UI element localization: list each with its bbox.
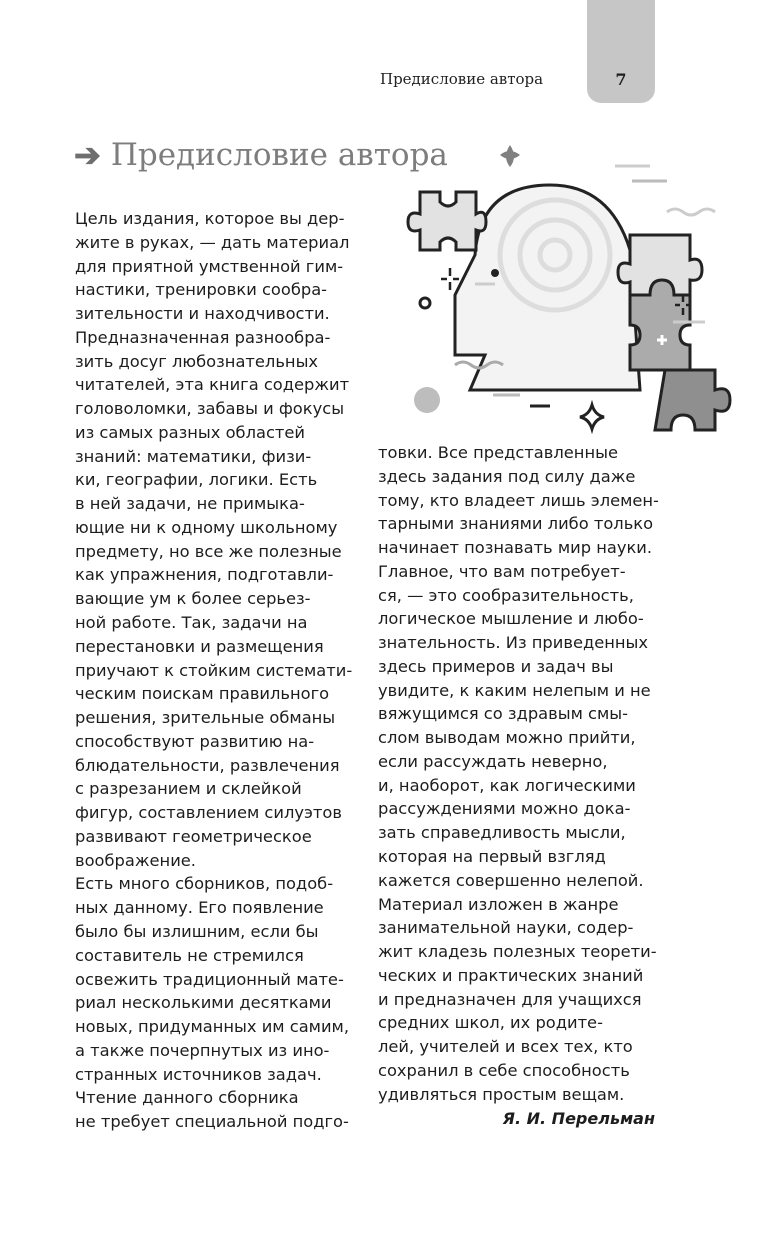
text-line: блюдательности, развлечения: [75, 755, 340, 775]
text-line: ки, географии, логики. Есть: [75, 470, 318, 490]
text-line: развивают геометрическое: [75, 826, 312, 846]
text-line: как упражнения, подготавли-: [75, 565, 334, 585]
text-line: жит кладезь полезных теорети-: [378, 942, 657, 962]
text-line: ющие ни к одному школьному: [75, 517, 338, 537]
text-line: жите в руках, — дать материал: [75, 232, 350, 252]
text-line: товки. Все представленные: [378, 443, 618, 462]
text-line: зать справедливость мысли,: [378, 823, 626, 843]
text-line: Предназначенная разнообра-: [75, 327, 331, 347]
text-line: головоломки, забавы и фокусы: [75, 399, 345, 419]
chapter-title: Предисловие автора: [110, 137, 448, 173]
text-line: тарными знаниями либо только: [378, 514, 654, 534]
text-line: занимательной науки, содер-: [378, 918, 634, 938]
text-line: если рассуждать неверно,: [378, 751, 608, 771]
text-line: было бы излишним, если бы: [75, 921, 319, 941]
text-line: способствуют развитию на-: [75, 731, 315, 751]
arrow-right-icon: ➔: [74, 136, 101, 174]
text-line: странных источников задач.: [75, 1064, 322, 1084]
text-line: фигур, составлением силуэтов: [75, 803, 342, 823]
text-line: Цель издания, которое вы дер-: [75, 209, 345, 228]
text-line: средних школ, их родите-: [378, 1013, 603, 1033]
page-number: 7: [615, 70, 627, 89]
text-line: ных данному. Его появление: [75, 898, 324, 918]
text-line: для приятной умственной гим-: [75, 256, 344, 276]
text-line: тому, кто владеет лишь элемен-: [378, 490, 659, 510]
text-line: риал несколькими десятками: [75, 993, 332, 1013]
text-line: с разрезанием и склейкой: [75, 779, 302, 799]
text-line: зить досуг любознательных: [75, 351, 319, 371]
author-signature: Я. И. Перельман: [502, 1109, 655, 1128]
text-line: вающие ум к более серьез-: [75, 589, 311, 609]
text-line: составитель не стремился: [75, 945, 304, 965]
text-line: слом выводам можно прийти,: [378, 728, 636, 748]
text-line: увидите, к каким нелепым и не: [378, 680, 651, 700]
text-line: ной работе. Так, задачи на: [75, 613, 308, 633]
text-line: вяжущимся со здравым смы-: [378, 704, 628, 724]
text-line: удивляться простым вещам.: [378, 1084, 625, 1104]
text-line: новых, придуманных им самим,: [75, 1017, 349, 1037]
text-line: здесь задания под силу даже: [378, 466, 636, 486]
text-line: Главное, что вам потребует-: [378, 561, 626, 581]
text-line: в ней задачи, не примыка-: [75, 494, 305, 514]
text-line: Материал изложен в жанре: [378, 894, 619, 914]
text-line: ческих и практических знаний: [378, 965, 644, 985]
text-line: предмету, но все же полезные: [75, 541, 342, 561]
text-line: начинает познавать мир науки.: [378, 538, 653, 558]
text-line: здесь примеров и задач вы: [378, 656, 614, 676]
text-line: кажется совершенно нелепой.: [378, 870, 644, 890]
text-line: ся, — это сообразительность,: [378, 585, 634, 605]
text-line: перестановки и размещения: [75, 636, 324, 656]
text-line: и предназначен для учащихся: [378, 989, 642, 1009]
text-line: из самых разных областей: [75, 422, 305, 442]
text-line: воображение.: [75, 850, 196, 870]
text-line: зительности и находчивости.: [75, 304, 330, 324]
text-line: и, наоборот, как логическими: [378, 775, 636, 795]
text-line: знательность. Из приведенных: [378, 633, 649, 653]
text-line: настики, тренировки сообра-: [75, 280, 328, 300]
chapter-heading: [74, 136, 448, 174]
right-column-text: [378, 441, 659, 1106]
text-line: не требует специальной подго-: [75, 1112, 349, 1132]
text-line: лей, учителей и всех тех, кто: [378, 1037, 633, 1057]
text-line: ческим поискам правильного: [75, 684, 330, 704]
text-line: освежить традиционный мате-: [75, 969, 344, 989]
running-title: Предисловие автора: [380, 70, 544, 88]
head-puzzle-illustration: [405, 140, 745, 440]
text-line: Есть много сборников, подоб-: [75, 874, 334, 894]
text-line: сохранил в себе способность: [378, 1060, 630, 1080]
text-line: знаний: математики, физи-: [75, 446, 312, 466]
text-line: Чтение данного сборника: [75, 1088, 299, 1108]
left-column-text: [75, 207, 352, 1134]
text-line: читателей, эта книга содержит: [75, 375, 350, 395]
text-line: приучают к стойким системати-: [75, 660, 353, 680]
text-line: рассуждениями можно дока-: [378, 799, 631, 819]
text-line: которая на первый взгляд: [378, 847, 606, 867]
text-line: логическое мышление и любо-: [378, 609, 644, 629]
text-line: а также почерпнутых из ино-: [75, 1040, 330, 1060]
text-line: решения, зрительные обманы: [75, 708, 336, 728]
